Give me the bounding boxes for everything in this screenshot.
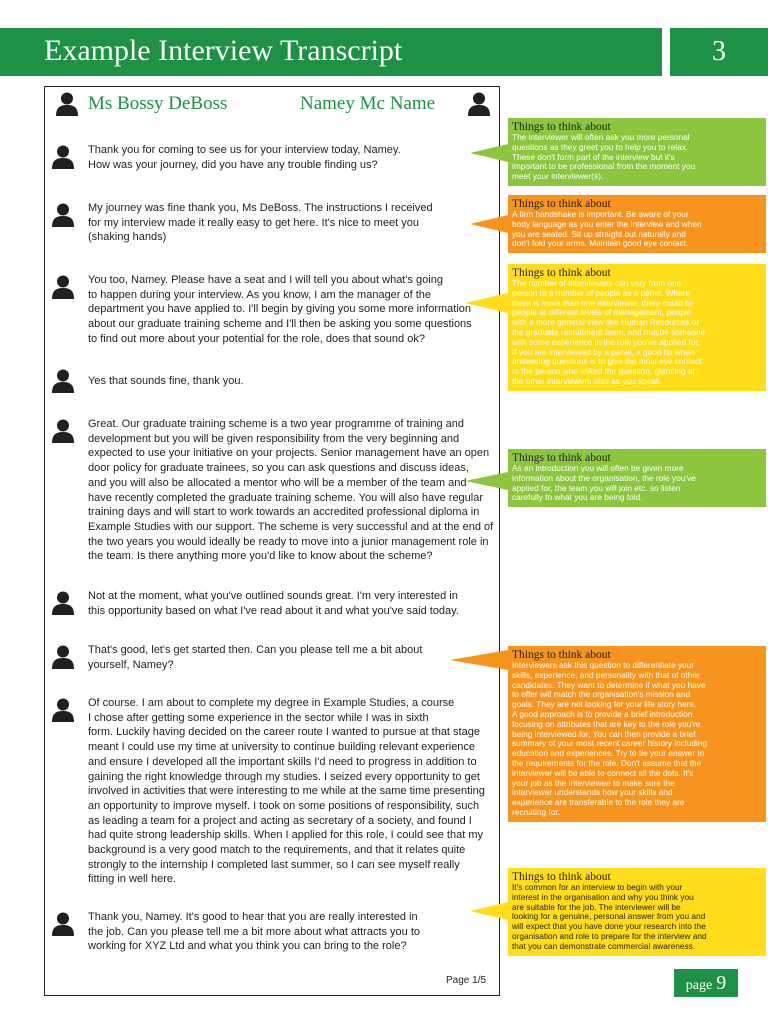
transcript-paragraph: Of course. I am about to complete my degree in Example Studies, a course I chose after getting some experience in the sector while I was in sixth form. Luckily having decided on the career route I wanted to pursue at that stage meant I could use my time at university to continue building relevant experience and ensure I developed all the important skills I'd need to progress in addition to gaining the right knowledge through my studies. I seized every opportunity to get involved in activities that were interesting to me while at the same time presenting an opportunity to improve myself. I took on some positions of responsibility, such as leading a team for a project and acting as secretary of a society, and found I had quite strong leadership skills. When I applied for this role, I could see that my background is a very good match to the requirements, and that it relates quite strongly to the internship I completed last summer, so I can see myself really fitting in well here. xyxy=(88,697,485,886)
tip-note: Things to think about The number of interviewers can vary from one person to a number of people as a panel. Where there is more than one interviewer, there could be people at different levels of management, people with a more general view like Human Resources or the graduate recruitment team, and maybe someone with some experience in the role you've applied for. If you are interviewed by a panel, a good tip when answering questions is to give the most eye contact to the person who asked the question, glancing at the other interviewers also as you speak. xyxy=(508,264,766,391)
note-pointer xyxy=(470,144,508,162)
note-pointer xyxy=(470,902,508,920)
candidate-name: Namey Mc Name xyxy=(300,93,436,114)
tip-note: Things to think about Interviewers ask this question to differentiate your skills, experience, and personality with that of other candidates. They want to determine if what you have to offer will match the organisation's mission and goals. They are not looking for your life story here. A good approach is to provide a brief introduction focusing on attributes that are key to the role you're being interviewed for. You can then provide a brief summary of your most recent career history including education and experiences. Try to tie your answer to the requirements for the role. Don't assume that the interviewer will be able to connect all the dots. It's your job as the interviewee to make sure the interviewer understands how your skills and experience are transferable to the role they are recruiting for. xyxy=(508,646,766,822)
note-pointer xyxy=(450,650,508,670)
page-badge xyxy=(674,969,738,997)
chapter-number: 3 xyxy=(670,28,768,76)
tip-note: Things to think about As an introduction you will often be given more information about the organisation, the role you've applied for, the team you will join etc. so listen carefully to what you are being told. xyxy=(508,449,766,507)
note-pointer xyxy=(465,472,508,490)
tip-note: Things to think about It's common for an interview to begin with your interest in the organisation and why you think you are suitable for the job. The interviewer will be looking for a genuine, personal answer from you and will expect that you have done your research into the organisation and role to prepare for the interview and that you can demonstrate commercial awareness. xyxy=(508,868,766,956)
page-badge-number: 9 xyxy=(716,972,727,994)
interviewer-person-icon xyxy=(56,92,78,116)
page-badge-word: page xyxy=(685,978,713,993)
candidate-person-icon xyxy=(468,92,490,116)
page-number: Page 1/5 xyxy=(446,975,487,986)
transcript-paragraph: That's good, let's get started then. Can you please tell me a bit about yourself, Namey? xyxy=(88,644,423,671)
transcript-paragraph: Not at the moment, what you've outlined sounds great. I'm very interested in this opportunity based on what I've read about it and what you've said today. xyxy=(88,590,459,617)
note-pointer xyxy=(465,293,508,313)
transcript-paragraph: Great. Our graduate training scheme is a two year programme of training and development but you will be given responsibility from the very beginning and expected to use your initiative on your projects. Senior management have an open door policy for graduate trainees, so you can ask questions and discuss ideas, and you will also be allocated a mentor who will be a member of the team and have recently completed the graduate training scheme. You will also have regular training days and will start to work towards an accredited professional diploma in Example Studies with our support. The scheme is very successful and at the end of the two years you would ideally be ready to move into a junior management role in the team. Is there anything more you'd like to know about the scheme? xyxy=(88,418,494,563)
transcript-paragraph: My journey was fine thank you, Ms DeBoss. The instructions I received for my interview made it really easy to get here. It's nice to meet you (shaking hands) xyxy=(88,202,433,244)
interviewer-name: Ms Bossy DeBoss xyxy=(88,93,228,114)
transcript-paragraph: Thank you, Namey. It's good to hear that you are really interested in the job. Can you please tell me a bit more about what attracts you to working for XYZ Ltd and what you think you can bring to the role? xyxy=(88,911,421,953)
page-title: Example Interview Transcript xyxy=(44,34,403,67)
transcript-paragraph: Thank you for coming to see us for your interview today, Namey. How was your journey, did you have any trouble finding us? xyxy=(88,144,401,171)
transcript-paragraph: Yes that sounds fine, thank you. xyxy=(88,375,244,387)
note-pointer xyxy=(470,215,508,233)
tip-note: Things to think about A firm handshake is important. Be aware of your body language as you enter the interview and when you are seated. Sit up straight but naturally and don't fold your arms. Maintain good eye contact. xyxy=(508,195,766,253)
transcript-paragraph: You too, Namey. Please have a seat and I will tell you about what's going to happen during your interview. As you know, I am the manager of the department you have applied to. I'll begin by giving you some more information about our graduate training scheme and I'll then be asking you some questions to find out more about your potential for the role, does that sound ok? xyxy=(88,274,472,345)
tip-note: Things to think about The interviewer will often ask you more personal questions as they greet you to help you to relax. These don't form part of the interview but it's important to be professional from the moment you meet your interviewer(s). xyxy=(508,118,766,186)
